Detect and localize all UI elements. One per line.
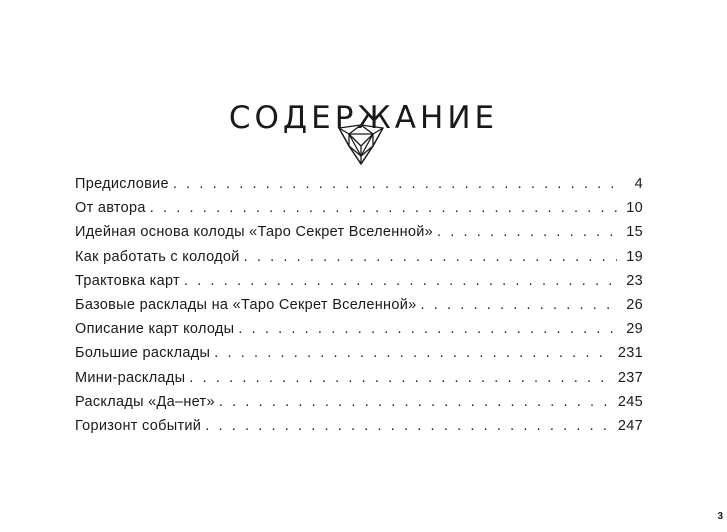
dot-leader (238, 321, 617, 337)
dot-leader (214, 345, 612, 361)
toc-entry-page: 10 (626, 200, 643, 217)
toc-entry-page: 15 (626, 224, 643, 241)
toc-entry-page: 29 (626, 321, 643, 338)
toc-entry-page: 247 (617, 417, 643, 434)
table-of-contents (75, 176, 643, 442)
toc-entry[interactable] (75, 345, 643, 369)
toc-entry-label: Мини-расклады (75, 369, 186, 386)
toc-entry-page: 19 (626, 248, 643, 265)
toc-entry[interactable] (75, 224, 643, 248)
toc-entry[interactable] (75, 297, 643, 321)
dot-leader (205, 418, 612, 434)
toc-entry-page: 237 (617, 369, 643, 386)
toc-entry-label: Предисловие (75, 176, 169, 192)
dot-leader (437, 224, 617, 240)
toc-entry-label: Большие расклады (75, 345, 211, 362)
dot-leader (219, 394, 612, 410)
toc-entry[interactable] (75, 249, 643, 273)
dot-leader (173, 176, 617, 192)
toc-entry-label: Описание карт колоды (75, 321, 235, 338)
geometric-crystal-icon (337, 124, 385, 166)
page-title: СОДЕРЖАНИЕ (228, 99, 499, 136)
dot-leader (420, 297, 617, 313)
dot-leader (184, 273, 617, 289)
toc-entry-page: 245 (617, 393, 643, 410)
dot-leader (244, 249, 617, 265)
toc-entry-page: 231 (617, 345, 643, 362)
toc-entry[interactable] (75, 273, 643, 297)
toc-entry[interactable] (75, 176, 643, 200)
toc-entry[interactable] (75, 200, 643, 224)
dot-leader (189, 370, 612, 386)
toc-entry-page: 23 (626, 272, 643, 289)
page-number: 3 (717, 511, 723, 522)
dot-leader (150, 200, 617, 216)
toc-entry-label: Расклады «Да–нет» (75, 393, 215, 410)
toc-entry[interactable] (75, 418, 643, 442)
toc-entry-label: Идейная основа колоды «Таро Секрет Вселенной» (75, 224, 434, 241)
toc-entry[interactable] (75, 394, 643, 418)
toc-entry[interactable] (75, 370, 643, 394)
toc-entry-label: Горизонт событий (75, 417, 202, 434)
toc-entry-label: Базовые расклады на «Таро Секрет Вселенной» (75, 296, 417, 313)
toc-entry-label: От автора (75, 200, 146, 217)
toc-entry[interactable] (75, 321, 643, 345)
toc-entry-label: Трактовка карт (75, 272, 180, 289)
toc-entry-page: 4 (634, 176, 643, 192)
toc-entry-label: Как работать с колодой (75, 248, 240, 265)
toc-entry-page: 26 (626, 296, 643, 313)
